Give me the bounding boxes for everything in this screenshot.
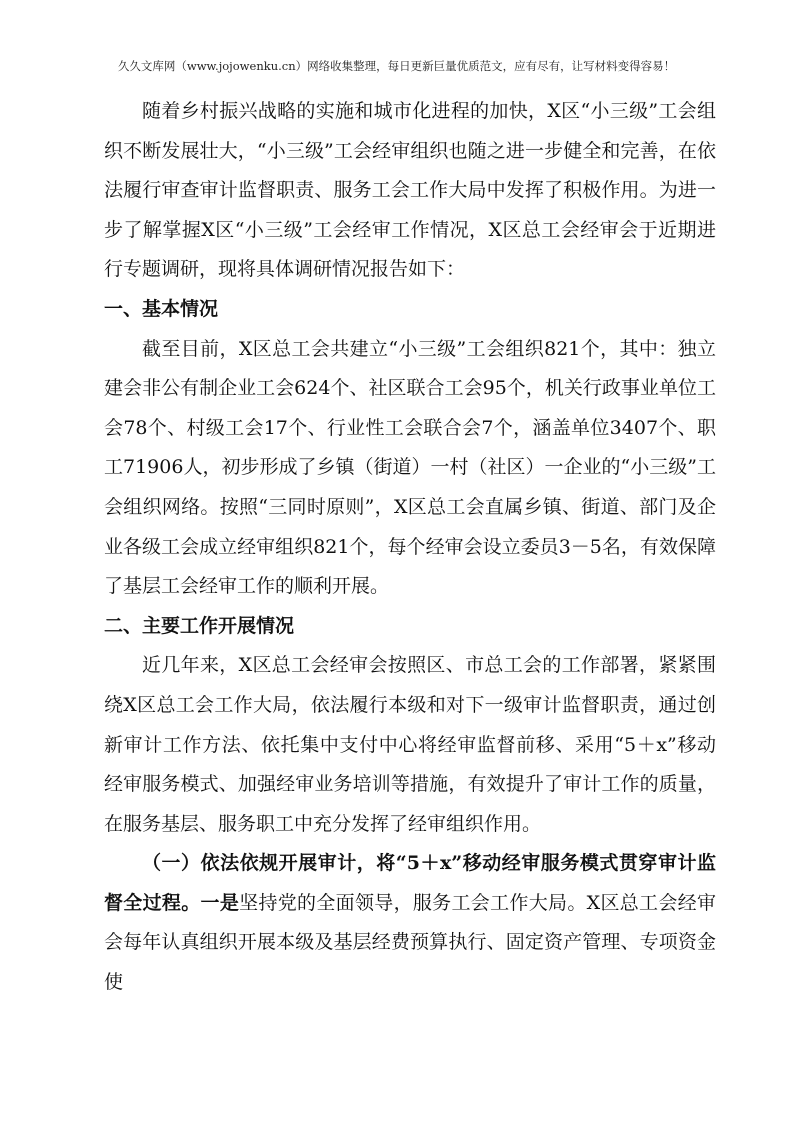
- section2-title: 二、主要工作开展情况: [104, 614, 295, 637]
- subsection1-title: （一）依法依规开展审计，将“5＋x”移动经审服务模式贯穿审计监督全过程。: [104, 852, 716, 914]
- section1-paragraph: 截至目前，X区总工会共建立“小三级”工会组织821个，其中：独立建会非公有制企业工会624个、社区联合工会95个，机关行政事业单位工会78个、村级工会17个、行业性工会联合会7个，涵盖单位3407个、职工71906人，初步形成了乡镇（街道）一村（社区）一企业的“小三级”工会组织网络。按照“三同时原则”，X区总工会直属乡镇、街道、部门及企业各级工会成立经审组织821个，每个经审会设立委员3－5名，有效保障了基层工会经审工作的顺利开展。: [104, 337, 716, 598]
- subsection1-lead: 一是: [200, 891, 240, 914]
- intro-paragraph: 随着乡村振兴战略的实施和城市化进程的加快，X区“小三级”工会组织不断发展壮大，“小三级”工会经审组织也随之进一步健全和完善，在依法履行审查审计监督职责、服务工会工作大局中发挥了积极作用。为进一步了解掌握X区“小三级”工会经审工作情况，X区总工会经审会于近期进行专题调研，现将具体调研情况报告如下：: [104, 100, 716, 281]
- subsection1-text: 坚持党的全面领导，服务工会工作大局。X区总工会经审会每年认真组织开展本级及基层经费预算执行、固定资产管理、专项资金使: [104, 891, 716, 994]
- page-header: 久久文库网（www.jojowenku.cn）网络收集整理，每日更新巨量优质范文，应有尽有，让写材料变得容易！: [117, 59, 676, 73]
- subsection1-paragraph: [104, 844, 716, 1002]
- section2-paragraph: 近几年来，X区总工会经审会按照区、市总工会的工作部署，紧紧围绕X区总工会工作大局，依法履行本级和对下一级审计监督职责，通过创新审计工作方法、依托集中支付中心将经审监督前移、采用“5＋x”移动经审服务模式、加强经审业务培训等措施，有效提升了审计工作的质量，在服务基层、服务职工中充分发挥了经审组织作用。: [104, 654, 716, 835]
- document-body: [104, 92, 716, 1003]
- section1-title: 一、基本情况: [104, 297, 219, 320]
